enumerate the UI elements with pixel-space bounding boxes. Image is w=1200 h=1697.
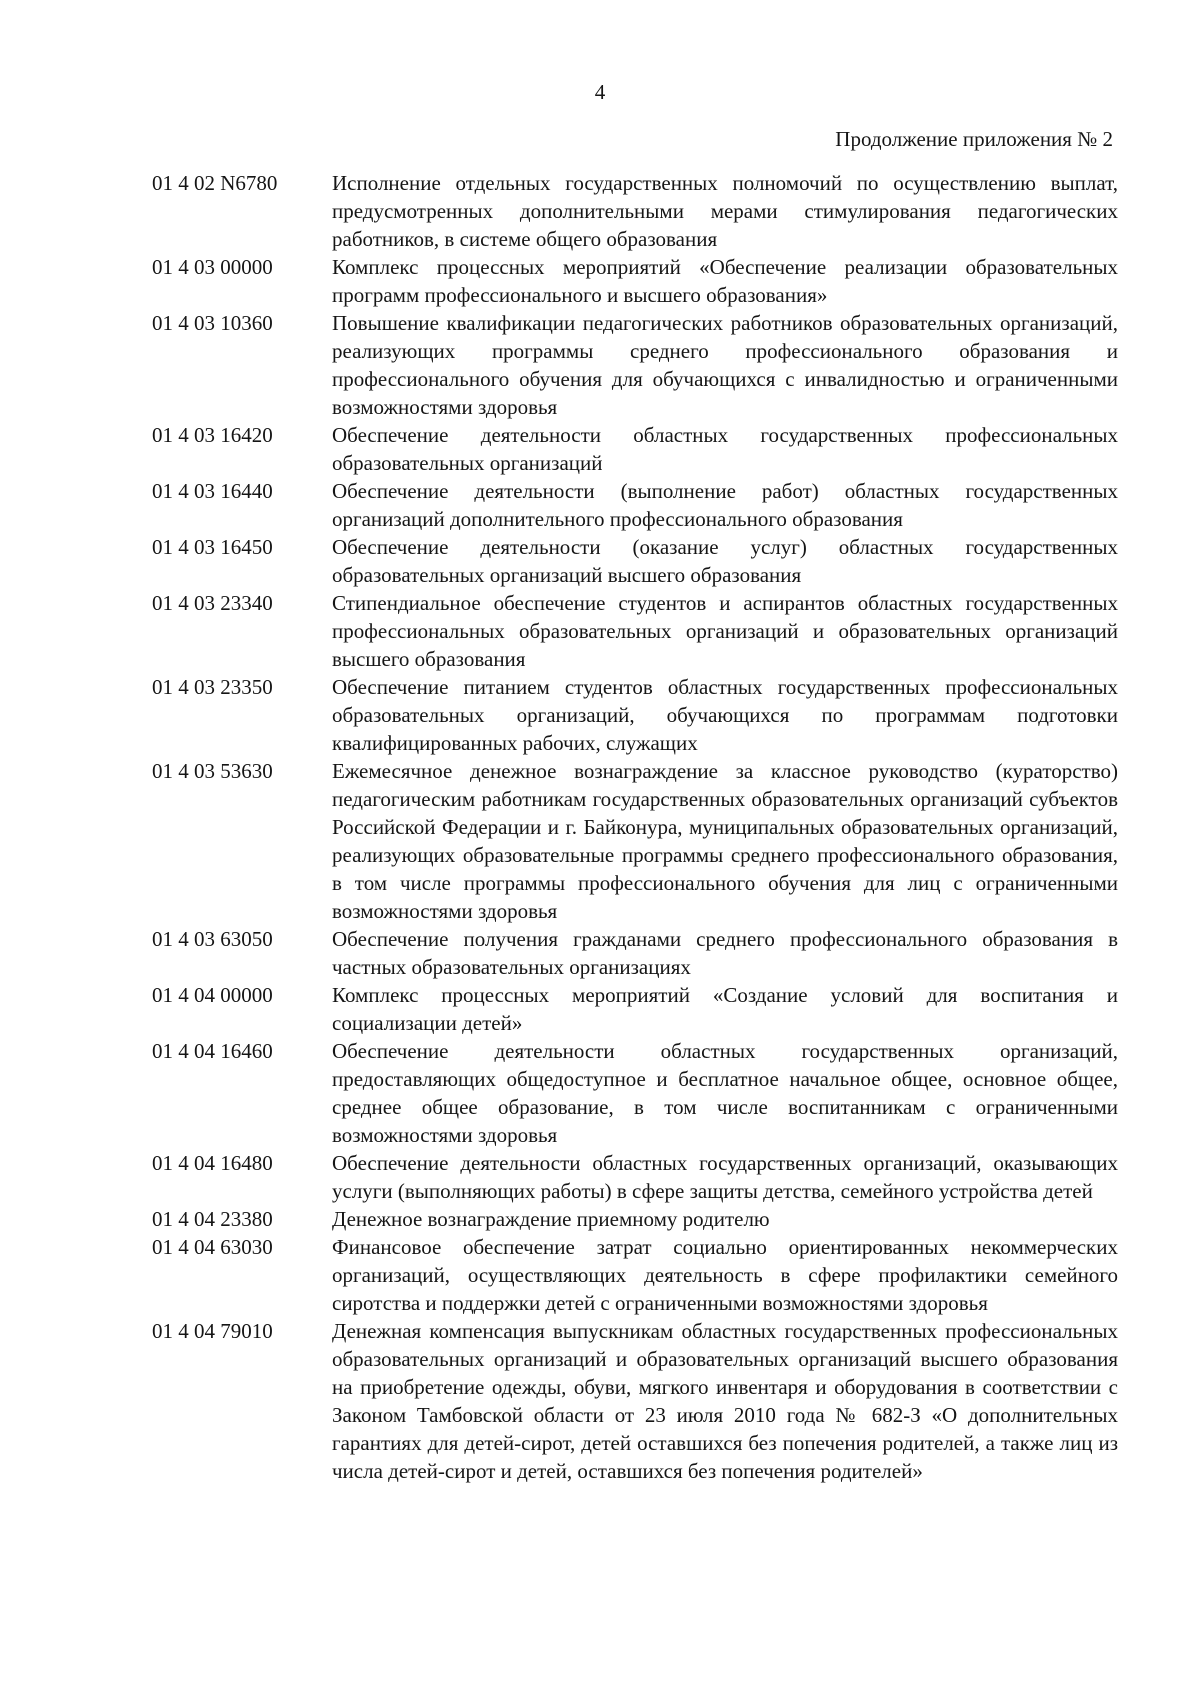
table-row [152, 589, 1118, 673]
table-row [152, 925, 1118, 981]
item-description: Повышение квалификации педагогических работников образовательных организаций, реализующих программы среднего профессионального образования и профессионального обучения для обучающихся с инвалидностью и ограниченными возможностями здоровья [332, 311, 1118, 419]
budget-code: 01 4 03 16420 [152, 423, 273, 447]
table-row [152, 1233, 1118, 1317]
item-description: Обеспечение деятельности областных государственных профессиональных образовательных организаций [332, 423, 1118, 475]
table-row [152, 1205, 1118, 1233]
budget-code: 01 4 03 23340 [152, 591, 273, 615]
item-description: Ежемесячное денежное вознаграждение за классное руководство (кураторство) педагогическим работникам государственных образовательных организаций субъектов Российской Федерации и г. Байконура, муниципальных образовательных организаций, реализующих образовательные программы среднего профессионального образования, в том числе программы профессионального обучения для лиц с ограниченными возможностями здоровья [332, 759, 1118, 923]
budget-code: 01 4 02 N6780 [152, 171, 278, 195]
item-description: Обеспечение деятельности областных государственных организаций, оказывающих услуги (выполняющих работы) в сфере защиты детства, семейного устройства детей [332, 1151, 1118, 1203]
budget-code: 01 4 04 79010 [152, 1319, 273, 1343]
table-row [152, 533, 1118, 589]
table-row [152, 757, 1118, 925]
item-description: Обеспечение деятельности областных государственных организаций, предоставляющих общедоступное и бесплатное начальное общее, основное общее, среднее общее образование, в том числе воспитанникам с ограниченными возможностями здоровья [332, 1039, 1118, 1147]
budget-code: 01 4 03 23350 [152, 675, 273, 699]
item-description: Обеспечение деятельности (выполнение работ) областных государственных организаций дополнительного профессионального образования [332, 479, 1118, 531]
budget-code: 01 4 03 63050 [152, 927, 273, 951]
item-description: Комплекс процессных мероприятий «Создание условий для воспитания и социализации детей» [332, 983, 1118, 1035]
table-row [152, 477, 1118, 533]
budget-code: 01 4 03 16440 [152, 479, 273, 503]
item-description: Комплекс процессных мероприятий «Обеспечение реализации образовательных программ профессионального и высшего образования» [332, 255, 1118, 307]
item-description: Денежное вознаграждение приемному родителю [332, 1207, 770, 1231]
table-row [152, 309, 1118, 421]
table-row [152, 1037, 1118, 1149]
item-description: Обеспечение питанием студентов областных государственных профессиональных образовательных организаций, обучающихся по программам подготовки квалифицированных рабочих, служащих [332, 675, 1118, 755]
budget-code: 01 4 03 16450 [152, 535, 273, 559]
item-description: Стипендиальное обеспечение студентов и аспирантов областных государственных профессиональных образовательных организаций и образовательных организаций высшего образования [332, 591, 1118, 671]
budget-code: 01 4 04 00000 [152, 983, 273, 1007]
table-row [152, 981, 1118, 1037]
budget-code: 01 4 04 16460 [152, 1039, 273, 1063]
budget-code: 01 4 03 10360 [152, 311, 273, 335]
item-description: Финансовое обеспечение затрат социально ориентированных некоммерческих организаций, осуществляющих деятельность в сфере профилактики семейного сиротства и поддержки детей с ограниченными возможностями здоровья [332, 1235, 1118, 1315]
budget-code: 01 4 03 53630 [152, 759, 273, 783]
item-description: Обеспечение получения гражданами среднего профессионального образования в частных образовательных организациях [332, 927, 1118, 979]
table-row [152, 421, 1118, 477]
budget-code: 01 4 04 23380 [152, 1207, 273, 1231]
budget-code: 01 4 04 63030 [152, 1235, 273, 1259]
table-row [152, 169, 1118, 253]
code-table [152, 169, 1118, 1485]
item-description: Денежная компенсация выпускникам областных государственных профессиональных образовательных организаций и образовательных организаций высшего образования на приобретение одежды, обуви, мягкого инвентаря и оборудования в соответствии с Законом Тамбовской области от 23 июля 2010 года № 682-З «О дополнительных гарантиях для детей-сирот, детей оставшихся без попечения родителей, а также лиц из числа детей-сирот и детей, оставшихся без попечения родителей» [332, 1319, 1118, 1483]
page-number: 4 [594, 80, 606, 104]
table-row [152, 1317, 1118, 1485]
appendix-continuation-label: Продолжение приложения № 2 [835, 127, 1113, 151]
table-row [152, 673, 1118, 757]
budget-code: 01 4 03 00000 [152, 255, 273, 279]
item-description: Исполнение отдельных государственных полномочий по осуществлению выплат, предусмотренных дополнительными мерами стимулирования педагогических работников, в системе общего образования [332, 171, 1118, 251]
item-description: Обеспечение деятельности (оказание услуг) областных государственных образовательных организаций высшего образования [332, 535, 1118, 587]
table-row [152, 1149, 1118, 1205]
budget-code: 01 4 04 16480 [152, 1151, 273, 1175]
table-row [152, 253, 1118, 309]
